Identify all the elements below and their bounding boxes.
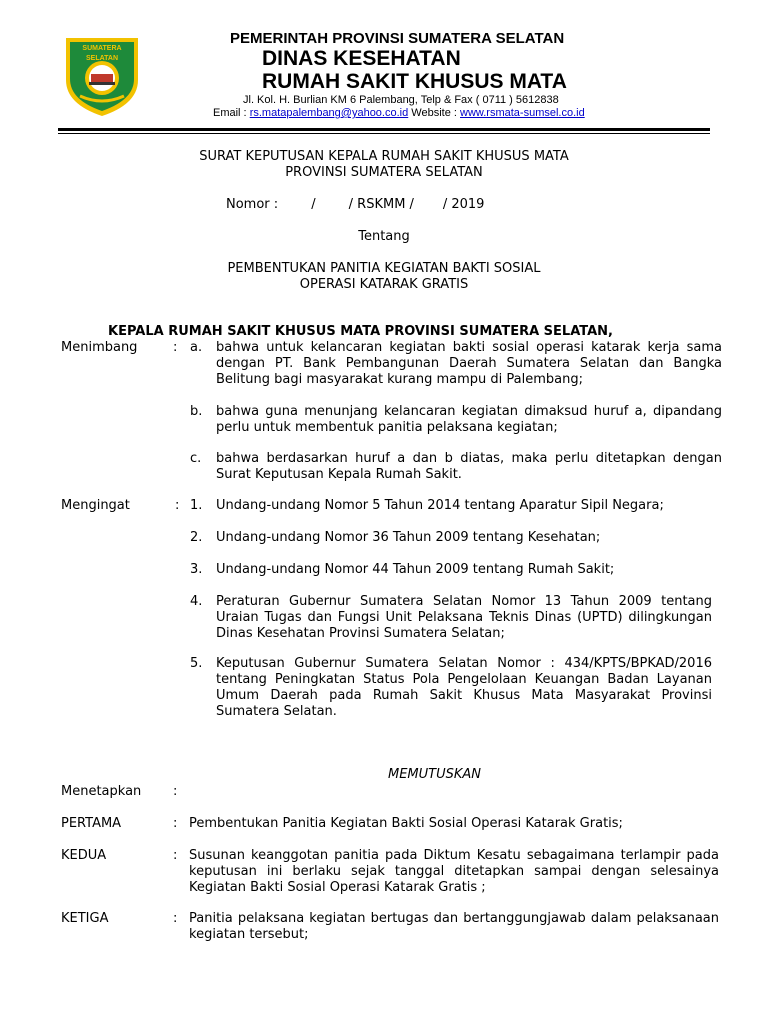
website-label: Website :	[411, 107, 457, 119]
menimbang-a-marker: a.	[190, 340, 203, 355]
decree-title-line2: PROVINSI SUMATERA SELATAN	[285, 165, 483, 180]
header-rule-thin	[58, 133, 710, 134]
mengingat-2-text: Undang-undang Nomor 36 Tahun 2009 tentang Kesehatan;	[216, 530, 601, 545]
mengingat-2-marker: 2.	[190, 530, 203, 545]
memutuskan-heading: MEMUTUSKAN	[388, 767, 482, 782]
pertama-text: Pembentukan Panitia Kegiatan Bakti Sosial Operasi Katarak Gratis;	[189, 816, 623, 831]
government-name: PEMERINTAH PROVINSI SUMATERA SELATAN	[230, 30, 565, 47]
menimbang-c-text: bahwa berdasarkan huruf a dan b diatas, maka perlu ditetapkan dengan Surat Keputusan Kepala Rumah Sakit.	[216, 451, 722, 482]
ketiga-label: KETIGA	[61, 911, 109, 926]
email-link[interactable]: rs.matapalembang@yahoo.co.id	[249, 107, 409, 119]
decree-number: Nomor : / / RSKMM / / 2019	[226, 197, 485, 212]
header-rule-thick	[58, 128, 710, 131]
address: Jl. Kol. H. Burlian KM 6 Palembang, Telp & Fax ( 0711 ) 5612838	[243, 94, 559, 106]
menimbang-b-text: bahwa guna menunjang kelancaran kegiatan dimaksud huruf a, dipandang perlu untuk membentuk panitia pelaksana kegiatan;	[216, 404, 722, 435]
website-link[interactable]: www.rsmata-sumsel.co.id	[460, 107, 585, 119]
kedua-text: Susunan keanggotan panitia pada Diktum Kesatu sebagaimana terlampir pada keputusan ini berlaku sejak tanggal ditetapkan sampai dengan selesainya Kegiatan Bakti Sosial Operasi Katarak Gratis ;	[189, 848, 719, 895]
logo-text: SUMATERA SELATAN	[82, 45, 122, 62]
mengingat-4-marker: 4.	[190, 594, 203, 609]
subject-line1: PEMBENTUKAN PANITIA KEGIATAN BAKTI SOSIAL	[227, 261, 541, 276]
ketiga-colon: :	[173, 911, 178, 926]
pertama-label: PERTAMA	[61, 816, 122, 831]
pertama-colon: :	[173, 816, 178, 831]
kedua-label: KEDUA	[61, 848, 107, 863]
mengingat-5-text: Keputusan Gubernur Sumatera Selatan Nomor : 434/KPTS/BPKAD/2016 tentang Peningkatan Status Pola Pengelolaan Keuangan Badan Layanan Umum Daerah pada Rumah Sakit Khusus Mata Masyarakat Provinsi Sumatera Selatan.	[216, 656, 712, 719]
subject-line2: OPERASI KATARAK GRATIS	[299, 277, 469, 292]
menetapkan-label: Menetapkan	[61, 784, 142, 799]
mengingat-5-marker: 5.	[190, 656, 203, 671]
contact-line	[213, 107, 585, 119]
menimbang-c-marker: c.	[190, 451, 202, 466]
issuer-line: KEPALA RUMAH SAKIT KHUSUS MATA PROVINSI SUMATERA SELATAN,	[108, 324, 613, 339]
menimbang-label: Menimbang	[61, 340, 138, 355]
mengingat-1-marker: 1.	[190, 498, 203, 513]
menimbang-colon: :	[173, 340, 178, 355]
agency-name: DINAS KESEHATAN	[262, 47, 461, 70]
decree-title-line1: SURAT KEPUTUSAN KEPALA RUMAH SAKIT KHUSUS MATA	[199, 149, 569, 164]
menimbang-b-marker: b.	[190, 404, 203, 419]
mengingat-3-marker: 3.	[190, 562, 203, 577]
ketiga-text: Panitia pelaksana kegiatan bertugas dan bertanggungjawab dalam pelaksanaan kegiatan tersebut;	[189, 911, 719, 942]
menetapkan-colon: :	[173, 784, 178, 799]
hospital-name: RUMAH SAKIT KHUSUS MATA	[262, 70, 567, 93]
mengingat-4-text: Peraturan Gubernur Sumatera Selatan Nomor 13 Tahun 2009 tentang Uraian Tugas dan Fungsi Unit Pelaksana Teknis Dinas (UPTD) dilingkungan Dinas Kesehatan Provinsi Sumatera Selatan;	[216, 594, 712, 641]
mengingat-label: Mengingat	[61, 498, 130, 513]
email-label: Email :	[213, 107, 247, 119]
kedua-colon: :	[173, 848, 178, 863]
mengingat-colon: :	[175, 498, 180, 513]
menimbang-a-text: bahwa untuk kelancaran kegiatan bakti sosial operasi katarak kerja sama dengan PT. Bank Pembangunan Daerah Sumatera Selatan dan Bangka Belitung bagi masyarakat kurang mampu di Palembang;	[216, 340, 722, 387]
mengingat-1-text: Undang-undang Nomor 5 Tahun 2014 tentang Aparatur Sipil Negara;	[216, 498, 664, 513]
tentang-label: Tentang	[358, 229, 410, 244]
mengingat-3-text: Undang-undang Nomor 44 Tahun 2009 tentang Rumah Sakit;	[216, 562, 615, 577]
